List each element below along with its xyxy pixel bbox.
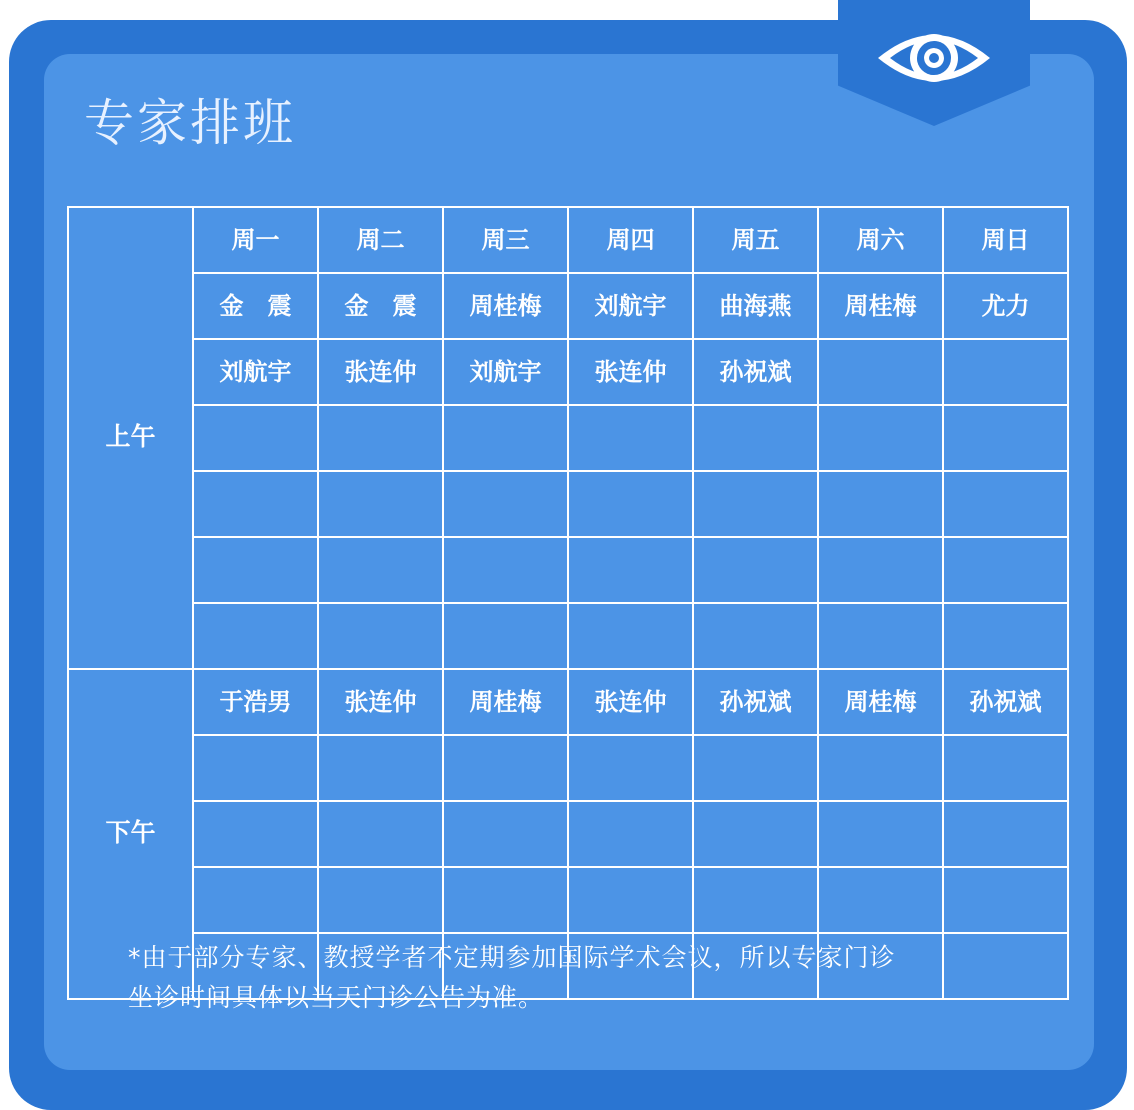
schedule-cell — [943, 405, 1068, 471]
schedule-cell — [818, 603, 943, 669]
schedule-cell — [693, 603, 818, 669]
schedule-cell: 金 震 — [318, 273, 443, 339]
schedule-cell — [568, 537, 693, 603]
footnote-line-1: *由于部分专家、教授学者不定期参加国际学术会议，所以专家门诊 — [128, 943, 896, 972]
schedule-cell: 曲海燕 — [693, 273, 818, 339]
schedule-cell — [568, 867, 693, 933]
schedule-cell: 周桂梅 — [818, 273, 943, 339]
schedule-cell — [568, 735, 693, 801]
schedule-cell — [318, 471, 443, 537]
schedule-cell — [193, 603, 318, 669]
schedule-cell: 张连仲 — [568, 339, 693, 405]
schedule-cell: 张连仲 — [318, 339, 443, 405]
page-title: 专家排班 — [84, 94, 296, 152]
schedule-cell — [443, 537, 568, 603]
schedule-cell — [943, 867, 1068, 933]
schedule-cell — [818, 339, 943, 405]
eye-icon — [874, 18, 994, 98]
schedule-cell — [443, 603, 568, 669]
afternoon-row — [68, 801, 1068, 867]
morning-row — [68, 537, 1068, 603]
schedule-cell — [818, 801, 943, 867]
schedule-cell — [443, 471, 568, 537]
morning-row — [68, 273, 1068, 339]
schedule-cell: 周桂梅 — [443, 273, 568, 339]
schedule-cell — [943, 471, 1068, 537]
schedule-cell: 孙祝斌 — [693, 339, 818, 405]
schedule-cell — [568, 405, 693, 471]
schedule-cell — [318, 537, 443, 603]
schedule-cell — [693, 405, 818, 471]
schedule-cell — [193, 405, 318, 471]
schedule-cell: 张连仲 — [318, 669, 443, 735]
schedule-cell — [818, 867, 943, 933]
schedule-cell — [318, 867, 443, 933]
footnote-line-2: 坐诊时间具体以当天门诊公告为准。 — [128, 983, 545, 1012]
afternoon-row — [68, 735, 1068, 801]
period-afternoon: 下午 — [68, 669, 193, 999]
schedule-cell — [693, 867, 818, 933]
schedule-cell — [443, 735, 568, 801]
schedule-cell — [318, 405, 443, 471]
schedule-cell: 刘航宇 — [568, 273, 693, 339]
schedule-cell: 刘航宇 — [193, 339, 318, 405]
schedule-cell — [818, 537, 943, 603]
schedule-cell — [943, 735, 1068, 801]
day-header: 周五 — [693, 207, 818, 273]
schedule-cell: 于浩男 — [193, 669, 318, 735]
day-header: 周三 — [443, 207, 568, 273]
day-header: 周一 — [193, 207, 318, 273]
schedule-cell — [693, 471, 818, 537]
schedule-cell — [943, 801, 1068, 867]
schedule-cell — [193, 537, 318, 603]
schedule-cell: 张连仲 — [568, 669, 693, 735]
schedule-cell — [693, 537, 818, 603]
day-header: 周日 — [943, 207, 1068, 273]
schedule-cell — [443, 867, 568, 933]
schedule-cell — [318, 801, 443, 867]
schedule-cell — [943, 537, 1068, 603]
header-row — [68, 207, 1068, 273]
period-morning: 上午 — [68, 207, 193, 669]
schedule-cell: 周桂梅 — [443, 669, 568, 735]
schedule-cell — [693, 801, 818, 867]
schedule-cell — [818, 471, 943, 537]
morning-row — [68, 405, 1068, 471]
schedule-cell — [193, 867, 318, 933]
schedule-cell — [568, 801, 693, 867]
schedule-cell — [443, 405, 568, 471]
schedule-cell: 刘航宇 — [443, 339, 568, 405]
morning-row — [68, 603, 1068, 669]
schedule-cell: 周桂梅 — [818, 669, 943, 735]
morning-row — [68, 471, 1068, 537]
footnote — [128, 938, 1028, 1018]
schedule-cell — [318, 603, 443, 669]
schedule-cell — [943, 339, 1068, 405]
schedule-cell — [568, 603, 693, 669]
schedule-cell — [443, 801, 568, 867]
schedule-table — [67, 206, 1069, 1000]
schedule-cell — [318, 735, 443, 801]
schedule-cell — [193, 801, 318, 867]
schedule-cell — [693, 735, 818, 801]
schedule-cell — [193, 471, 318, 537]
schedule-cell — [818, 735, 943, 801]
afternoon-row — [68, 867, 1068, 933]
morning-row — [68, 339, 1068, 405]
day-header: 周四 — [568, 207, 693, 273]
afternoon-row — [68, 669, 1068, 735]
schedule-cell — [818, 405, 943, 471]
schedule-cell: 尤力 — [943, 273, 1068, 339]
schedule-cell — [568, 471, 693, 537]
schedule-cell: 孙祝斌 — [943, 669, 1068, 735]
schedule-cell: 金 震 — [193, 273, 318, 339]
schedule-cell — [193, 735, 318, 801]
day-header: 周六 — [818, 207, 943, 273]
day-header: 周二 — [318, 207, 443, 273]
schedule-cell — [943, 603, 1068, 669]
schedule-cell: 孙祝斌 — [693, 669, 818, 735]
